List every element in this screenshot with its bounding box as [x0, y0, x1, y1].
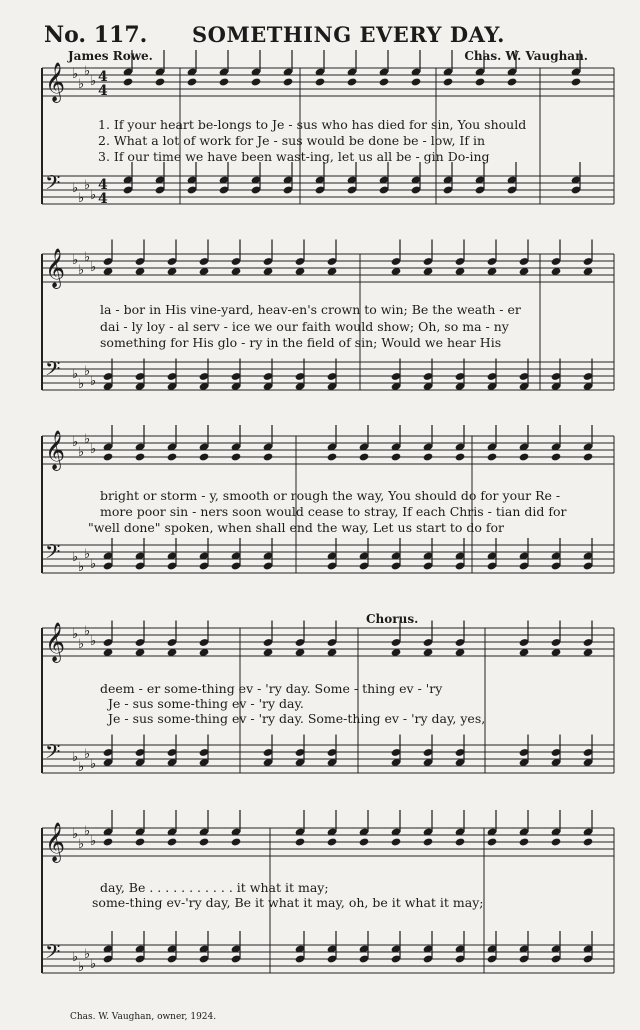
note-head	[155, 77, 166, 86]
note-head	[455, 837, 466, 846]
flat-icon: ♭	[90, 442, 97, 457]
note-head	[411, 77, 422, 86]
flat-icon: ♭	[78, 637, 85, 652]
copyright-notice: Chas. W. Vaughan, owner, 1924.	[70, 1012, 217, 1022]
note-head	[359, 452, 370, 461]
flat-icon: ♭	[78, 960, 85, 975]
flat-icon: ♭	[72, 435, 79, 450]
flat-icon: ♭	[78, 760, 85, 775]
lyric-line: Je - sus some-thing ev - 'ry day. Some-thing ev - 'ry day, yes,	[108, 711, 486, 726]
note-head	[519, 837, 530, 846]
note-head	[583, 452, 594, 461]
note-head	[231, 452, 242, 461]
note-head	[251, 77, 262, 86]
note-head	[583, 837, 594, 846]
flat-icon: ♭	[84, 432, 91, 447]
note-head	[487, 452, 498, 461]
treble-clef-icon: 𝄞	[45, 62, 66, 102]
flat-icon: ♭	[84, 178, 91, 193]
note-head	[443, 77, 454, 86]
bass-clef-icon: 𝄢	[45, 171, 61, 199]
note-head	[199, 837, 210, 846]
flat-icon: ♭	[72, 550, 79, 565]
note-head	[359, 837, 370, 846]
flat-icon: ♭	[84, 624, 91, 639]
lyric-line: 1. If your heart be-longs to Je - sus who has died for sin, You should	[98, 117, 527, 132]
note-head	[455, 452, 466, 461]
lyric-line: Je - sus some-thing ev - 'ry day.	[108, 696, 304, 711]
bass-clef-icon: 𝄢	[45, 740, 61, 768]
flat-icon: ♭	[72, 67, 79, 82]
lyric-line: la - bor in His vine-yard, heav-en's crown to win; Be the weath - er	[100, 302, 521, 317]
lyric-line: deem - er some-thing ev - 'ry day. Some - thing ev - 'ry	[100, 681, 443, 696]
flat-icon: ♭	[78, 837, 85, 852]
time-signature-digit: 4	[98, 191, 108, 207]
flat-icon: ♭	[78, 377, 85, 392]
note-head	[103, 837, 114, 846]
note-head	[327, 452, 338, 461]
flat-icon: ♭	[78, 263, 85, 278]
lyric-line: more poor sin - ners soon would cease to stray, If each Chris - tian did for	[100, 504, 567, 519]
flat-icon: ♭	[72, 750, 79, 765]
bass-clef-icon: 𝄢	[45, 940, 61, 968]
note-head	[391, 452, 402, 461]
flat-icon: ♭	[84, 747, 91, 762]
lyric-line: bright or storm - y, smooth or rough the way, You should do for your Re -	[100, 488, 561, 503]
note-head	[167, 837, 178, 846]
flat-icon: ♭	[84, 364, 91, 379]
time-signature-digit: 4	[98, 83, 108, 99]
flat-icon: ♭	[78, 77, 85, 92]
note-head	[295, 837, 306, 846]
flat-icon: ♭	[90, 374, 97, 389]
flat-icon: ♭	[78, 191, 85, 206]
note-head	[391, 837, 402, 846]
note-head	[219, 77, 230, 86]
flat-icon: ♭	[84, 824, 91, 839]
note-head	[571, 77, 582, 86]
note-head	[475, 77, 486, 86]
flat-icon: ♭	[72, 627, 79, 642]
flat-icon: ♭	[84, 250, 91, 265]
note-head	[423, 452, 434, 461]
flat-icon: ♭	[90, 188, 97, 203]
lyric-line: something for His glo - ry in the field of sin; Would we hear His	[100, 335, 502, 350]
note-head	[551, 837, 562, 846]
bass-clef-icon: 𝄢	[45, 357, 61, 385]
note-head	[199, 452, 210, 461]
flat-icon: ♭	[90, 834, 97, 849]
lyric-line: day, Be . . . . . . . . . . . it what it may;	[100, 880, 329, 895]
flat-icon: ♭	[72, 827, 79, 842]
note-head	[551, 452, 562, 461]
note-head	[135, 837, 146, 846]
flat-icon: ♭	[72, 367, 79, 382]
flat-icon: ♭	[72, 253, 79, 268]
flat-icon: ♭	[84, 64, 91, 79]
flat-icon: ♭	[72, 950, 79, 965]
flat-icon: ♭	[90, 634, 97, 649]
note-head	[283, 77, 294, 86]
flat-icon: ♭	[84, 947, 91, 962]
treble-clef-icon: 𝄞	[45, 248, 66, 288]
lyric-line: dai - ly loy - al serv - ice we our faith would show; Oh, so ma - ny	[100, 319, 509, 334]
note-head	[167, 452, 178, 461]
lyric-line: "well done" spoken, when shall end the way, Let us start to do for	[88, 520, 504, 535]
note-head	[519, 452, 530, 461]
flat-icon: ♭	[90, 757, 97, 772]
note-head	[231, 837, 242, 846]
note-head	[263, 452, 274, 461]
note-head	[423, 837, 434, 846]
hymn-number: No. 117.	[44, 22, 148, 48]
flat-icon: ♭	[90, 74, 97, 89]
flat-icon: ♭	[90, 260, 97, 275]
chorus-label: Chorus.	[366, 612, 419, 626]
flat-icon: ♭	[90, 957, 97, 972]
composer-credit: Chas. W. Vaughan.	[464, 49, 588, 63]
note-head	[327, 837, 338, 846]
flat-icon: ♭	[78, 445, 85, 460]
note-head	[123, 77, 134, 86]
hymn-title: SOMETHING EVERY DAY.	[192, 22, 505, 47]
lyric-line: 3. If our time we have been wast-ing, let us all be - gin Do-ing	[98, 149, 490, 164]
flat-icon: ♭	[78, 560, 85, 575]
treble-clef-icon: 𝄞	[45, 430, 66, 470]
bass-clef-icon: 𝄢	[45, 540, 61, 568]
flat-icon: ♭	[84, 547, 91, 562]
lyric-line: some-thing ev-'ry day, Be it what it may, oh, be it what it may;	[92, 895, 484, 910]
treble-clef-icon: 𝄞	[45, 622, 66, 662]
flat-icon: ♭	[72, 181, 79, 196]
treble-clef-icon: 𝄞	[45, 822, 66, 862]
time-signature-digit: 4	[98, 177, 108, 193]
note-head	[135, 452, 146, 461]
note-head	[347, 77, 358, 86]
note-head	[187, 77, 198, 86]
note-head	[315, 77, 326, 86]
flat-icon: ♭	[90, 557, 97, 572]
note-head	[487, 837, 498, 846]
lyric-line: 2. What a lot of work for Je - sus would be done be - low, If in	[98, 133, 486, 148]
note-head	[507, 77, 518, 86]
time-signature-digit: 4	[98, 69, 108, 85]
note-head	[103, 452, 114, 461]
lyricist-credit: James Rowe.	[68, 49, 153, 63]
note-head	[379, 77, 390, 86]
